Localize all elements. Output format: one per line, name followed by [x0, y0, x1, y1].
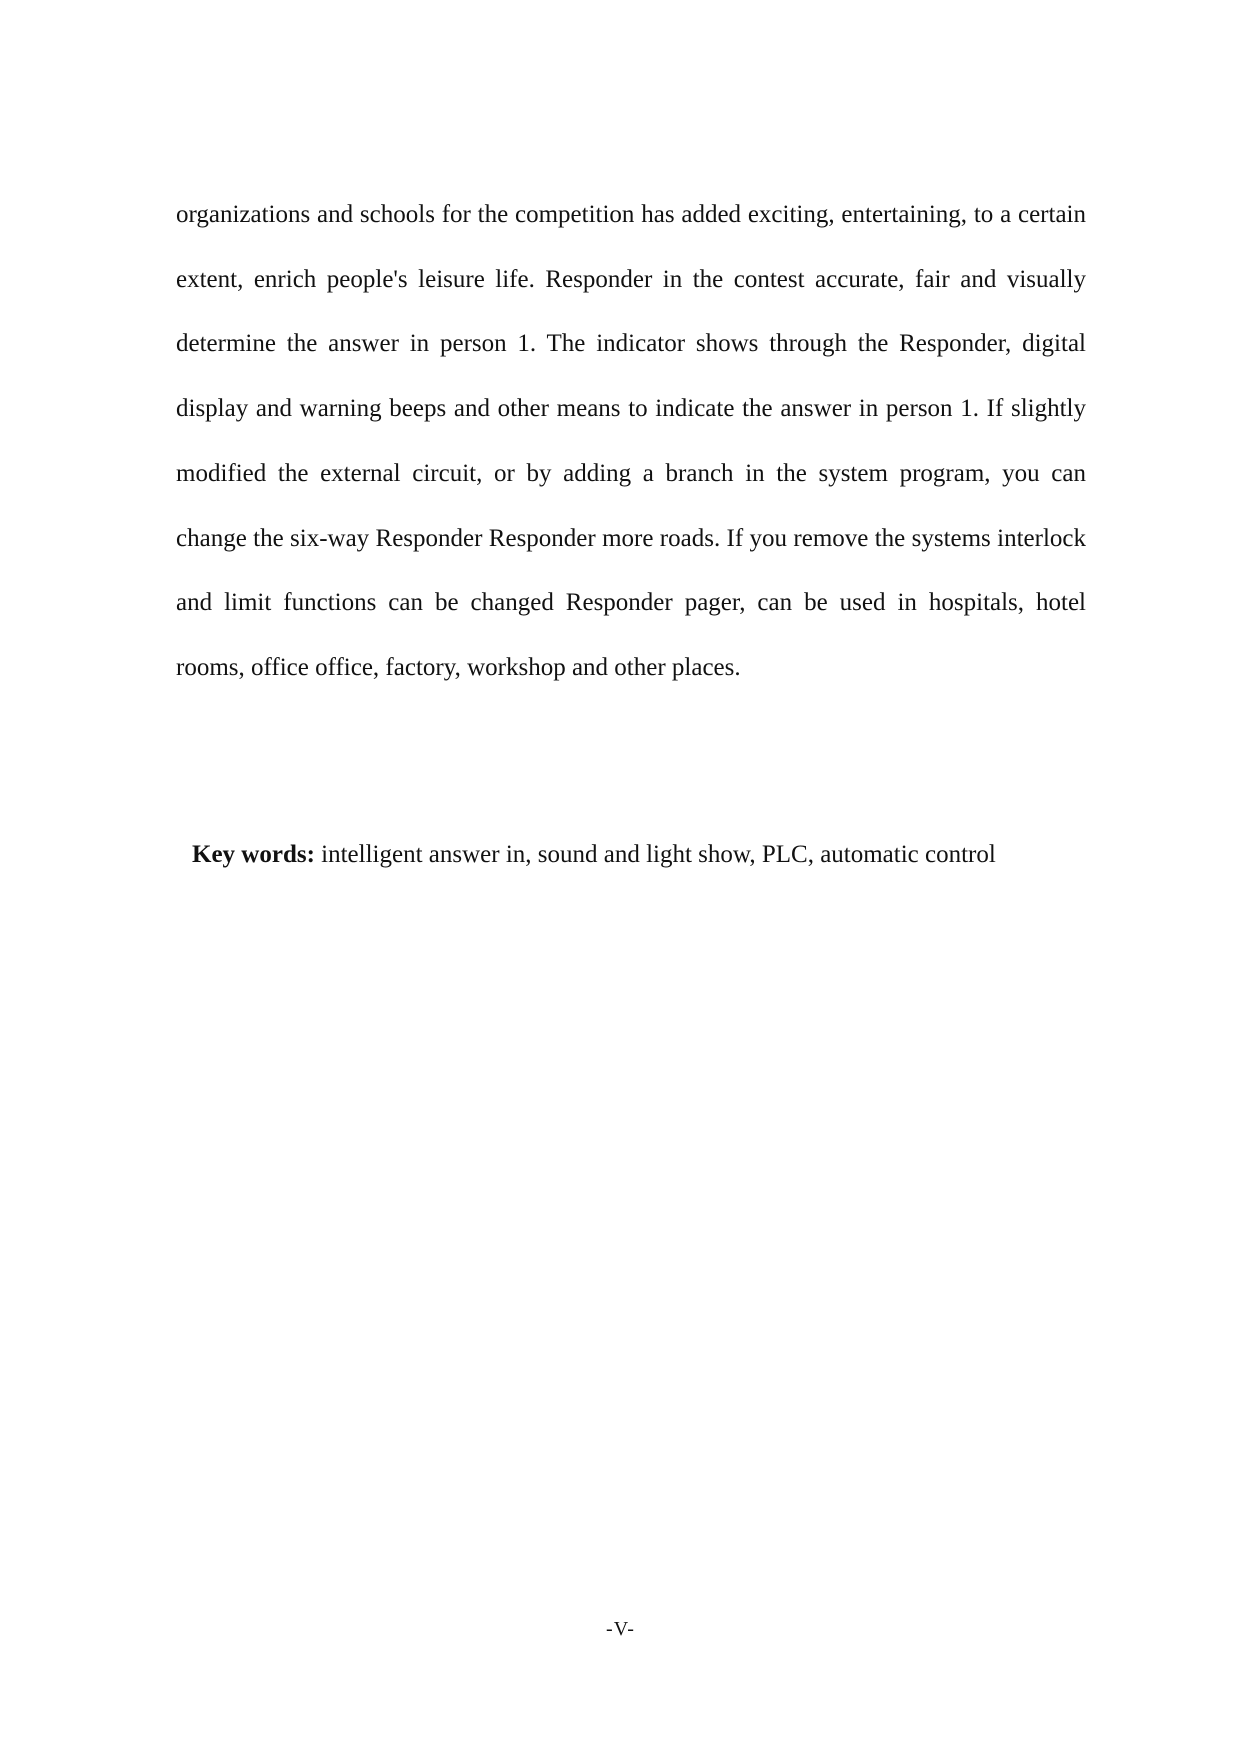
page-number: -V-	[606, 1618, 635, 1640]
keywords-text: intelligent answer in, sound and light show, PLC, automatic control	[321, 841, 996, 868]
abstract-paragraph: organizations and schools for the competition has added exciting, entertaining, to a certain extent, enrich people's leisure life. Responder in the contest accurate, fair and visually determine the answer in person 1. The indicator shows through the Responder, digital display and warning beeps and other means to indicate the answer in person 1. If slightly modified the external circuit, or by adding a branch in the system program, you can change the six-way Responder Responder more roads. If you remove the systems interlock and limit functions can be changed Responder pager, can be used in hospitals, hotel rooms, office office, factory, workshop and other places.	[176, 201, 1086, 681]
keywords-label: Key words:	[192, 841, 315, 868]
keywords-line	[176, 823, 1086, 888]
